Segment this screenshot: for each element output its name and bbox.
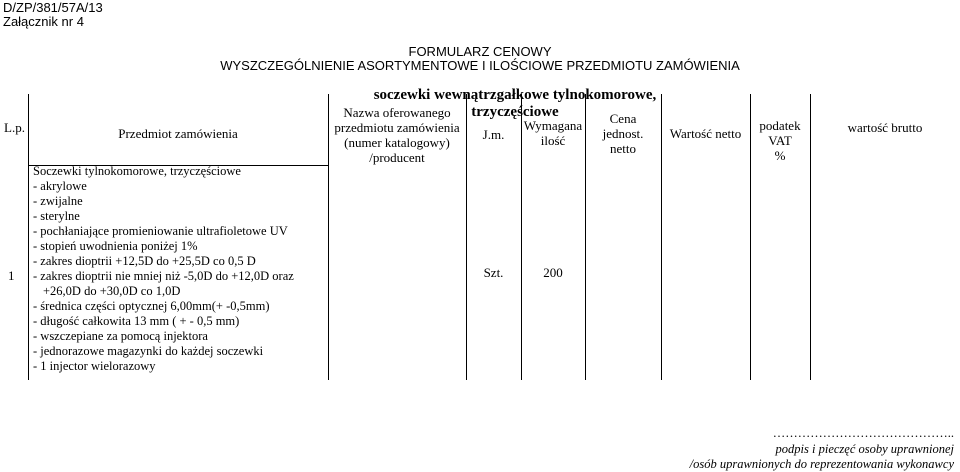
unit-header: J.m. [482,127,505,142]
vat-header: podatek VAT % [759,118,801,163]
document-header [3,1,103,29]
unit-price-header: Cena jednost. netto [602,111,644,156]
form-title: FORMULARZ CENOWY [408,44,552,59]
gross-value-header: wartość brutto [847,120,923,135]
lp-header: L.p. [4,120,25,135]
attachment-label: Załącznik nr 4 [3,14,84,29]
offered-name-header: Nazwa oferowanego przedmiotu zamówienia (numer katalogowy) /producent [334,105,460,165]
form-subtitle: WYSZCZEGÓLNIENIE ASORTYMENTOWE I ILOŚCIOWE PRZEDMIOTU ZAMÓWIENIA [220,58,740,73]
subject-header: Przedmiot zamówienia [118,126,238,141]
signature-dots: …………………………………….. [772,426,954,440]
row-number: 1 [8,268,15,283]
quantity-value: 200 [543,265,563,280]
document-reference: D/ZP/381/57A/13 [3,0,103,15]
signature-line-2: /osób uprawnionych do reprezentowania wykonawcy [689,457,954,471]
section-title: soczewki wewnątrzgałkowe tylnokomorowe, trzyczęściowe [373,87,657,120]
net-value-header: Wartość netto [669,126,742,141]
column-divider [810,94,811,380]
signature-line-1: podpis i pieczęć osoby uprawnionej [775,442,954,456]
quantity-header: Wymagana ilość [523,118,583,148]
item-description: Soczewki tylnokomorowe, trzyczęściowe - akrylowe - zwijalne - sterylne - pochłaniające promieniowanie ultrafioletowe UV - stopień uwodnienia poniżej 1% - zakres dioptrii +12,5D do +25,5D co 0,5 D - zakres dioptrii nie mniej niż -5,0D do +12,0D oraz +26,0D do +30,0D co 1,0D - średnica części optycznej 6,00mm(+ -0,5mm) - długość całkowita 13 mm ( + - 0,5 mm) - wszczepiane za pomocą injektora - jednorazowe magazynki do każdej soczewki - 1 injector wielorazowy [33,164,294,373]
unit-value: Szt. [483,265,504,280]
